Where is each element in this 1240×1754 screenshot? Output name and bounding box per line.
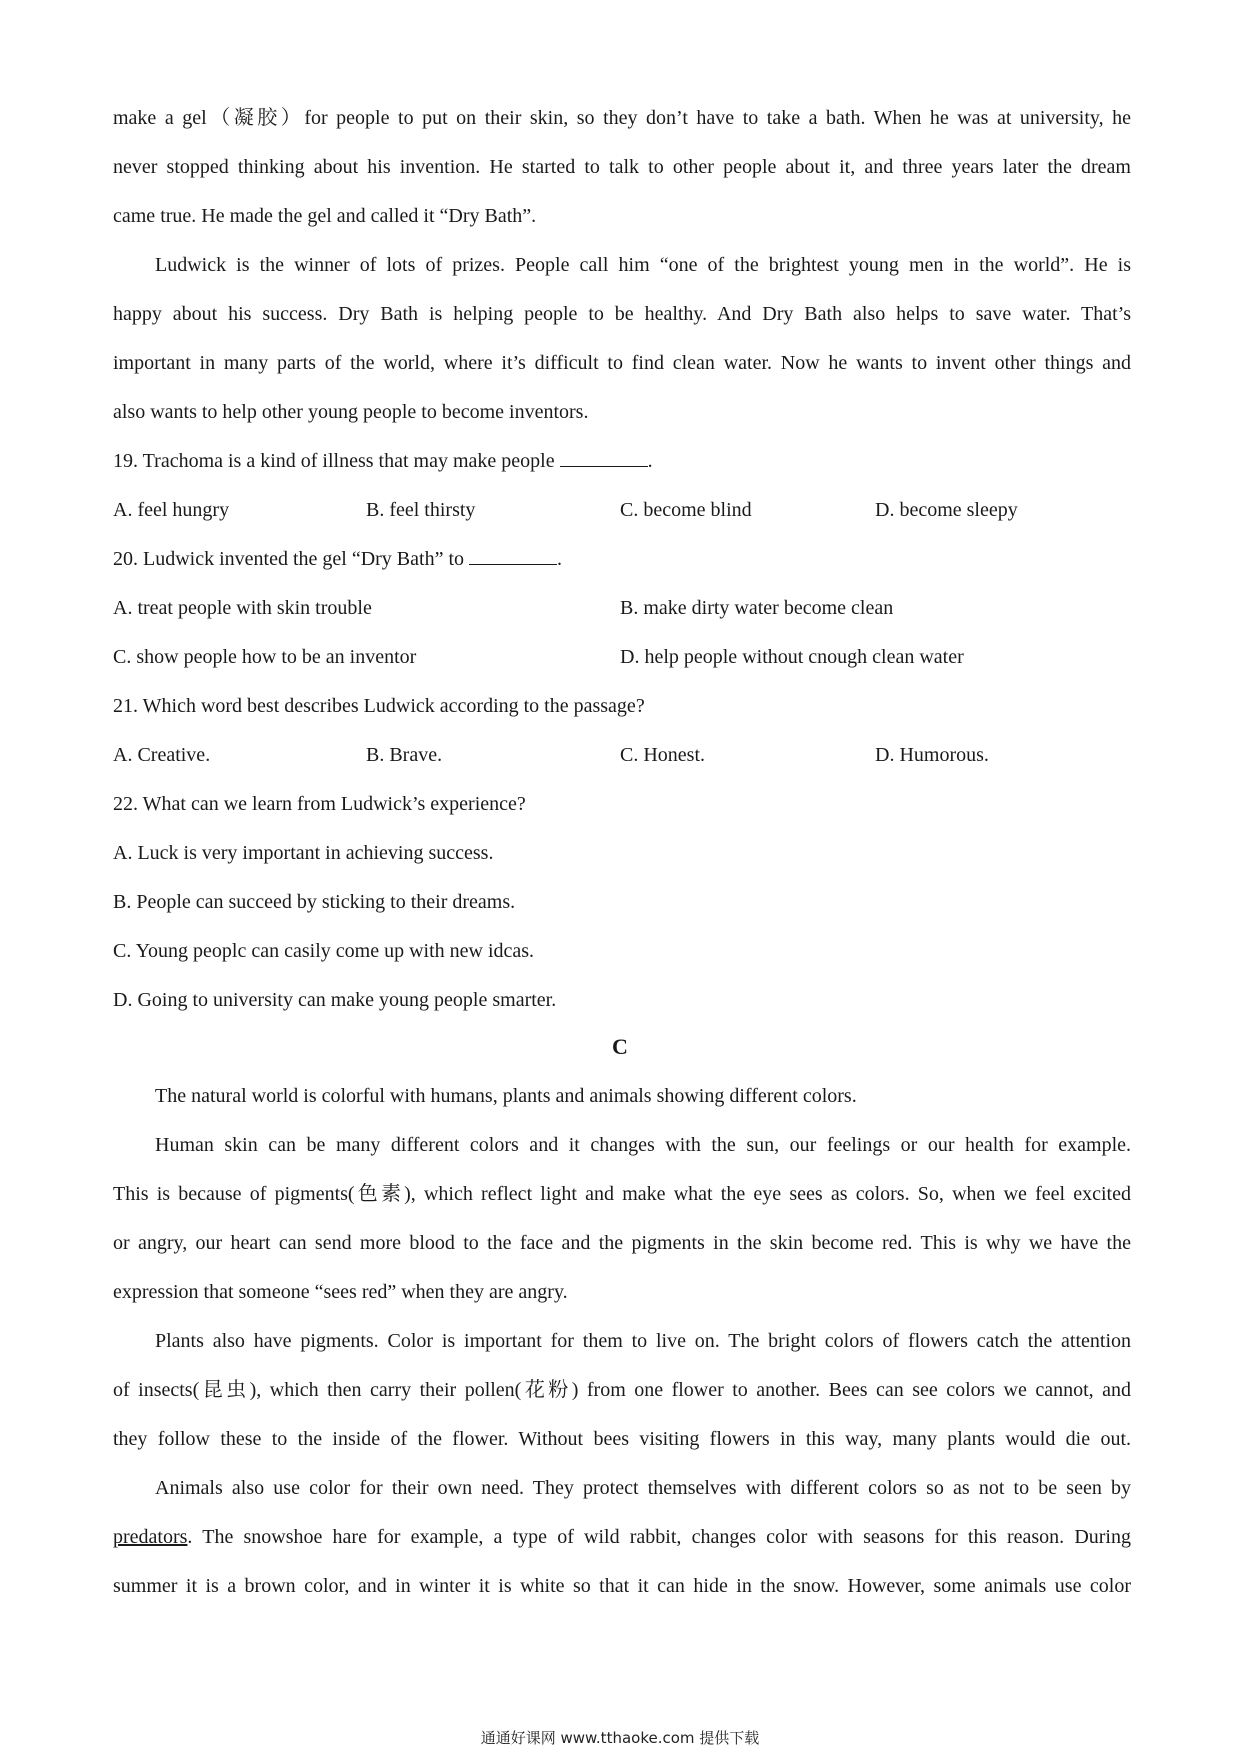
page-footer: 通通好课网 www.tthaoke.com 提供下载 [480, 1729, 760, 1747]
question-19-stem [113, 447, 653, 475]
q19-option-d: D. become sleepy [875, 499, 1018, 521]
q22-option-a: A. Luck is very important in achieving success. [113, 842, 494, 864]
question-22-stem: 22. What can we learn from Ludwick’s experience? [113, 793, 526, 815]
question-20-text: 20. Ludwick invented the gel “Dry Bath” to [113, 548, 465, 570]
underlined-word-predators: predators [113, 1526, 188, 1548]
passage-b-line-7: also wants to help other young people to become inventors. [113, 401, 589, 423]
q20-option-a: A. treat people with skin trouble [113, 597, 372, 619]
section-c-line-9: Animals also use color for their own need. They protect themselves with different colors so as not to be seen by [155, 1477, 1131, 1499]
passage-b-line-5: happy about his success. Dry Bath is helping people to be healthy. And Dry Bath also helps to save water. That’s [113, 303, 1131, 325]
passage-b-line-2: never stopped thinking about his invention. He started to talk to other people about it, and three years later the dream [113, 156, 1131, 178]
passage-b-line-3: came true. He made the gel and called it “Dry Bath”. [113, 205, 537, 227]
q20-option-d: D. help people without cnough clean water [620, 646, 964, 668]
section-c-line-7: of insects(昆虫), which then carry their pollen(花粉) from one flower to another. Bees can see colors we cannot, and [113, 1379, 1131, 1401]
section-c-line-1: The natural world is colorful with humans, plants and animals showing different colors. [155, 1085, 857, 1107]
question-21-stem: 21. Which word best describes Ludwick according to the passage? [113, 695, 645, 717]
section-c-line-5: expression that someone “sees red” when they are angry. [113, 1281, 568, 1303]
q20-option-c: C. show people how to be an inventor [113, 646, 417, 668]
q19-option-b: B. feel thirsty [366, 499, 476, 521]
q21-option-c: C. Honest. [620, 744, 705, 766]
q21-option-d: D. Humorous. [875, 744, 989, 766]
q22-option-d: D. Going to university can make young people smarter. [113, 989, 557, 1011]
q19-option-a: A. feel hungry [113, 499, 230, 521]
q20-option-b: B. make dirty water become clean [620, 597, 894, 619]
section-c-heading: C [612, 1034, 628, 1059]
section-c-line-4: or angry, our heart can send more blood to the face and the pigments in the skin become red. This is why we have the [113, 1232, 1131, 1254]
q19-option-c: C. become blind [620, 499, 752, 521]
passage-b-line-1: make a gel（凝胶）for people to put on their skin, so they don’t have to take a bath. When he was at university, he [113, 107, 1131, 129]
question-19-end: . [647, 450, 653, 472]
section-c-line-11: summer it is a brown color, and in winter it is white so that it can hide in the snow. However, some animals use color [113, 1575, 1131, 1597]
section-c-line-6: Plants also have pigments. Color is important for them to live on. The bright colors of flowers catch the attention [155, 1330, 1131, 1352]
section-c-line-10-text: The snowshoe hare for example, a type of wild rabbit, changes color with seasons for this reason. During [202, 1526, 1131, 1548]
section-c-line-8: they follow these to the inside of the flower. Without bees visiting flowers in this way, many plants would die out. [113, 1428, 1131, 1450]
question-19-text: 19. Trachoma is a kind of illness that may make people [113, 450, 555, 472]
answer-blank [469, 546, 557, 565]
question-20-end: . [557, 548, 563, 570]
passage-b-line-6: important in many parts of the world, where it’s difficult to find clean water. Now he wants to invent other things and [113, 352, 1131, 374]
section-c-line-2: Human skin can be many different colors and it changes with the sun, our feelings or our health for example. [155, 1134, 1131, 1156]
q21-option-b: B. Brave. [366, 744, 443, 766]
question-20-stem [113, 545, 562, 573]
q21-option-a: A. Creative. [113, 744, 211, 766]
q22-option-c: C. Young peoplc can casily come up with new idcas. [113, 940, 535, 962]
answer-blank [560, 448, 648, 467]
q22-option-b: B. People can succeed by sticking to their dreams. [113, 891, 516, 913]
section-c-line-10: predators. The snowshoe hare for example, a type of wild rabbit, changes color with seasons for this reason. During [113, 1526, 1131, 1548]
section-c-line-3: This is because of pigments(色素), which reflect light and make what the eye sees as colors. So, when we feel excited [113, 1183, 1131, 1205]
passage-b-line-4: Ludwick is the winner of lots of prizes. People call him “one of the brightest young men in the world”. He is [155, 254, 1131, 276]
